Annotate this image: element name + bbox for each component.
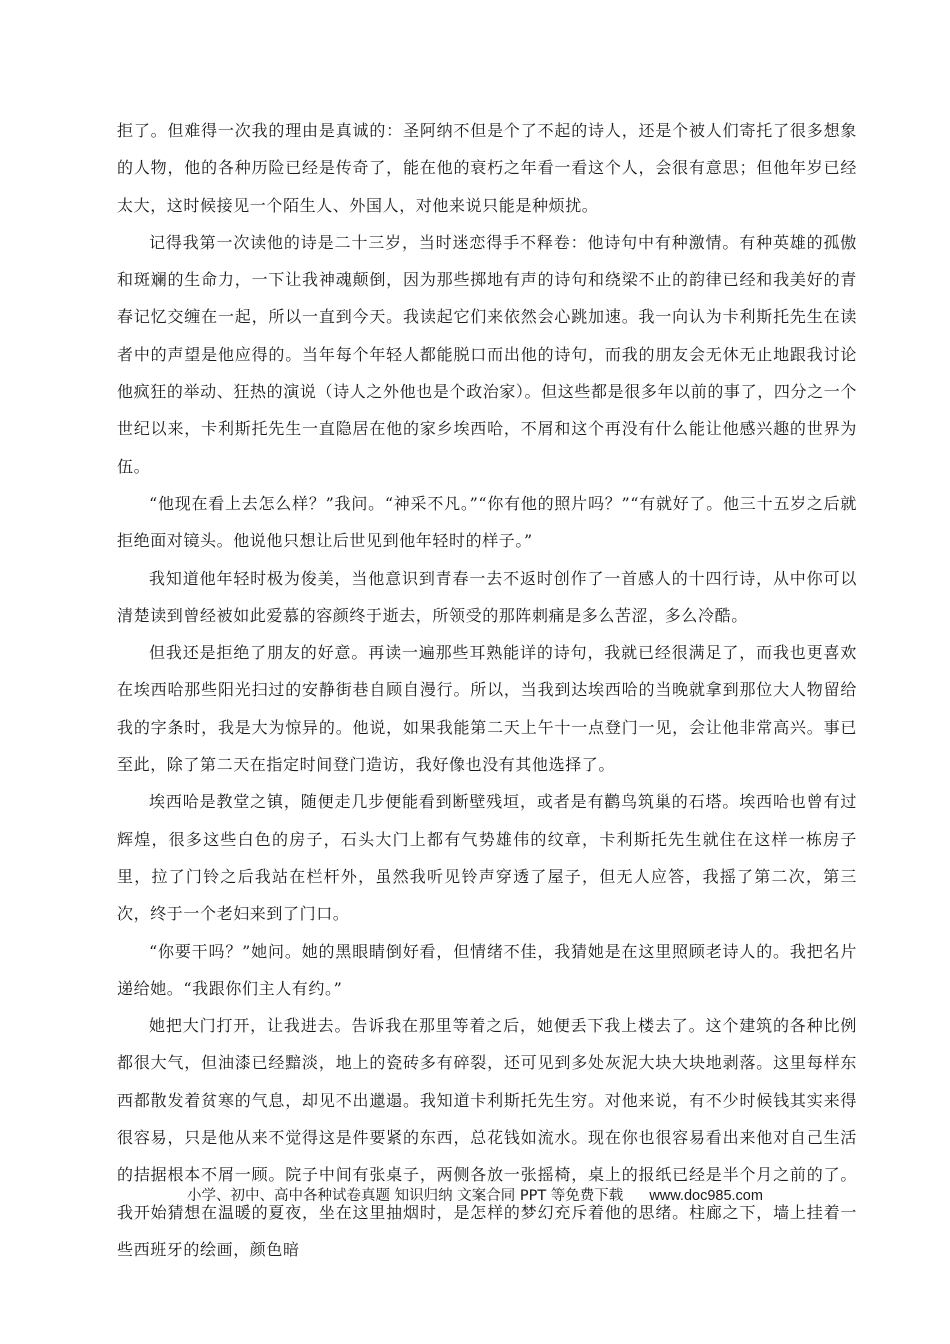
paragraph-dialogue: “他现在看上去怎么样？”我问。“神采不凡。”“你有他的照片吗？”“有就好了。他三十五岁之后就拒绝面对镜头。他说他只想让后世见到他年轻时的样子。”	[117, 493, 857, 551]
footer-promo-text: 小学、初中、高中各种试卷真题 知识归纳 文案合同 PPT 等免费下载	[187, 1188, 624, 1204]
paragraph: 她把大门打开，让我进去。告诉我在那里等着之后，她便丢下我上楼去了。这个建筑的各种比例都很大气，但油漆已经黯淡，地上的瓷砖多有碎裂，还可见到多处灰泥大块大块地剥落。这里每样东西都散发着贫寒的气息，却见不出邋遢。我知道卡利斯托先生穷。对他来说，有不少时候钱其实来得很容易，只是他从来不觉得这是件要紧的东西，总花钱如流水。现在你也很容易看出来他对自己生活的拮据根本不屑一顾。院子中间有张桌子，两侧各放一张摇椅，桌上的报纸已经是半个月之前的了。我开始猜想在温暖的夏夜，坐在这里抽烟时，是怎样的梦幻充斥着他的思绪。柱廊之下，墙上挂着一些西班牙的绘画，颜色暗	[117, 1016, 857, 1259]
paragraph-continued: 拒了。但难得一次我的理由是真诚的：圣阿纳不但是个了不起的诗人，还是个被人们寄托了很多想象的人物，他的各种历险已经是传奇了，能在他的衰朽之年看一看这个人，会很有意思；但他年岁已经太大，这时候接见一个陌生人、外国人，对他来说只能是种烦扰。	[117, 121, 857, 215]
paragraph-dialogue: “你要干吗？”她问。她的黑眼睛倒好看，但情绪不佳，我猜她是在这里照顾老诗人的。我把名片递给她。“我跟你们主人有约。”	[117, 941, 857, 998]
paragraph: 我知道他年轻时极为俊美，当他意识到青春一去不返时创作了一首感人的十四行诗，从中你可以清楚读到曾经被如此爱慕的容颜终于逝去，所领受的那阵刺痛是多么苦涩，多么冷酷。	[117, 568, 857, 625]
page-footer	[0, 1184, 950, 1205]
paragraph: 记得我第一次读他的诗是二十三岁，当时迷恋得手不释卷：他诗句中有种激情。有种英雄的孤傲和斑斓的生命力，一下让我神魂颠倒，因为那些掷地有声的诗句和绕梁不止的韵律已经和我美好的青春记忆交缠在一起，所以一直到今天。我读起它们来依然会心跳加速。我一向认为卡利斯托先生在读者中的声望是他应得的。当年每个年轻人都能脱口而出他的诗句，而我的朋友会无休无止地跟我讨论他疯狂的举动、狂热的演说（诗人之外他也是个政治家）。但这些都是很多年以前的事了，四分之一个世纪以来，卡利斯托先生一直隐居在他的家乡埃西哈，不屑和这个再没有什么能让他感兴趣的世界为伍。	[117, 232, 857, 476]
paragraph: 埃西哈是教堂之镇，随便走几步便能看到断壁残垣，或者是有鹳鸟筑巢的石塔。埃西哈也曾有过辉煌，很多这些白色的房子，石头大门上都有气势雄伟的纹章，卡利斯托先生就住在这样一栋房子里，拉了门铃之后我站在栏杆外，虽然我听见铃声穿透了屋子，但无人应答，我摇了第二次，第三次，终于一个老妇来到了门口。	[117, 792, 857, 924]
paragraph: 但我还是拒绝了朋友的好意。再读一遍那些耳熟能详的诗句，我就已经很满足了，而我也更喜欢在埃西哈那些阳光扫过的安静街巷自顾自漫行。所以，当我到达埃西哈的当晚就拿到那位大人物留给我的字条时，我是大为惊异的。他说，如果我能第二天上午十一点登门一见，会让他非常高兴。事已至此，除了第二天在指定时间登门造访，我好像也没有其他选择了。	[117, 643, 857, 775]
document-body	[117, 112, 857, 1268]
footer-url[interactable]: www.doc985.com	[649, 1188, 763, 1204]
